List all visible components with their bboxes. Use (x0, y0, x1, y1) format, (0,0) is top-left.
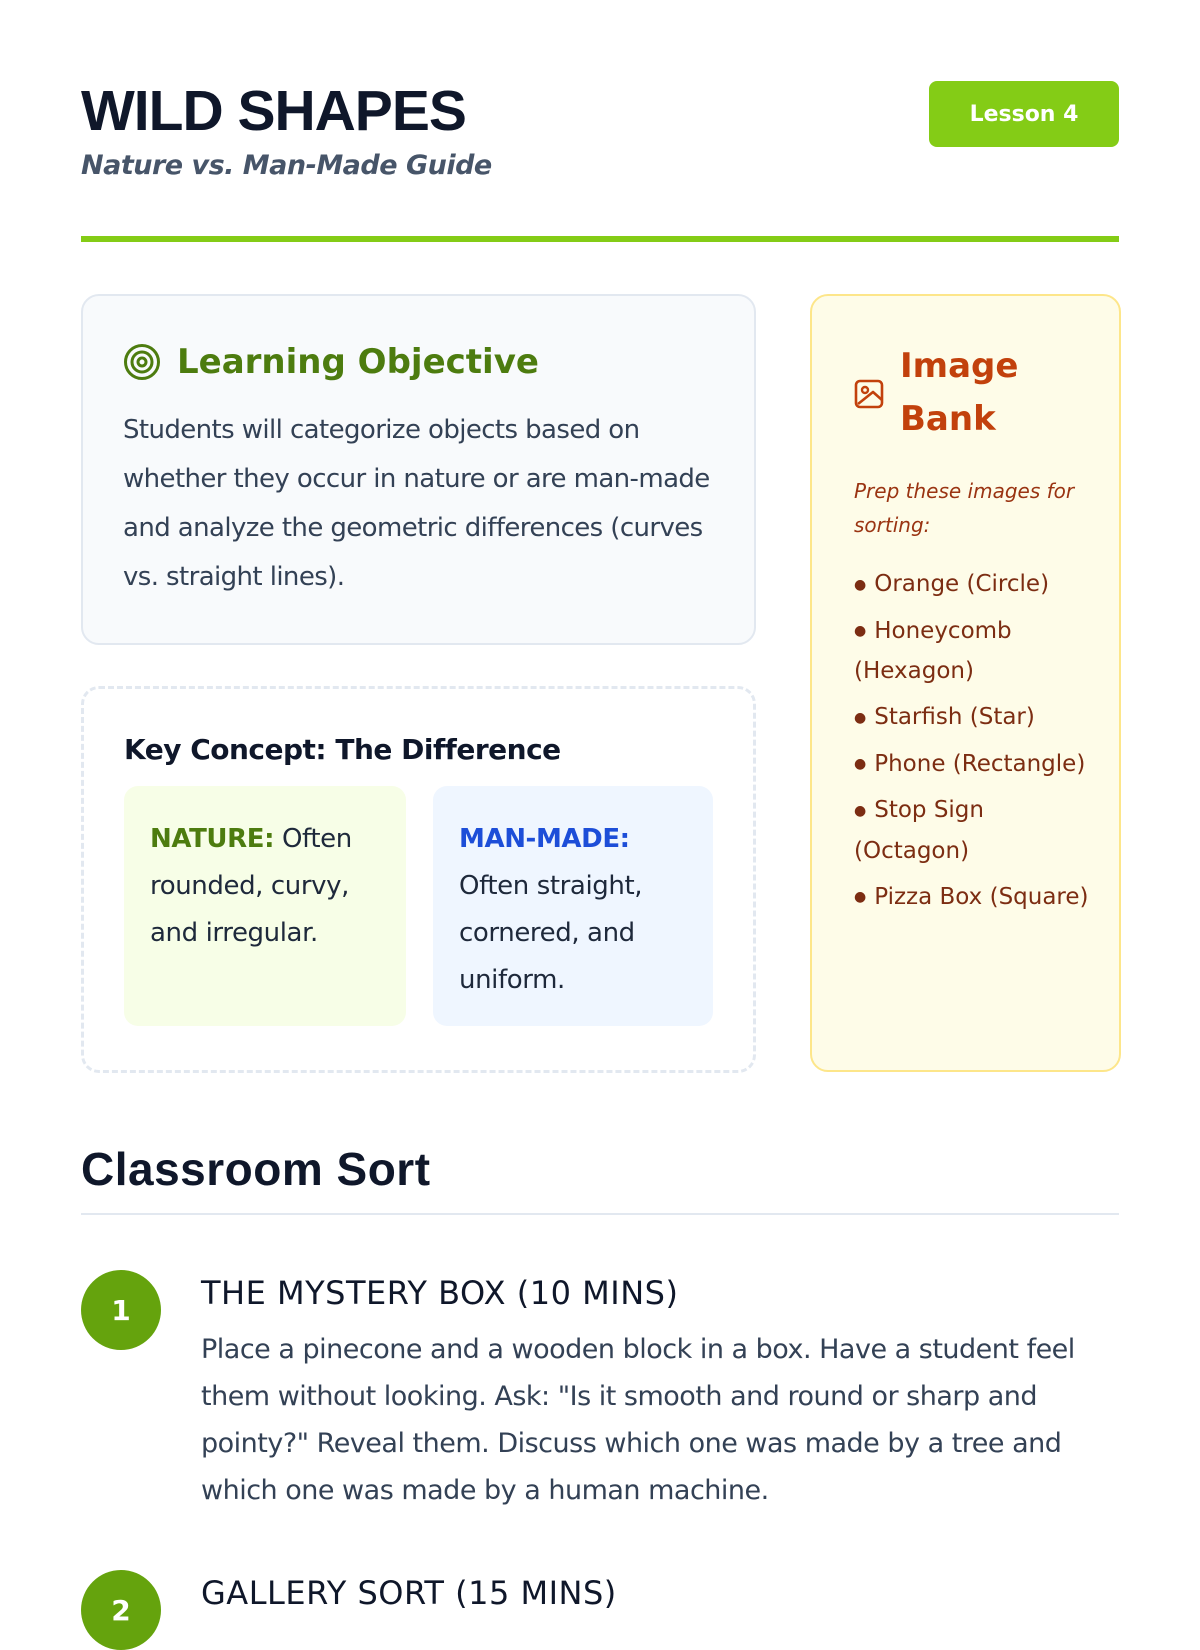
step-title: GALLERY SORT (15 MINS) (201, 1574, 617, 1612)
step-body (201, 1270, 1119, 1514)
learning-objective-text: Students will categorize objects based on whether they occur in nature or are man-made and analyze the geometric differences (curves vs. straight lines). (123, 415, 710, 592)
key-concept-card (81, 686, 756, 1073)
image-bank-item-label: Honeycomb (Hexagon) (854, 617, 1012, 684)
man-made-text: Often straight, cornered, and uniform. (459, 871, 643, 995)
man-made-box (433, 786, 713, 1026)
nature-text: Often rounded, curvy, and irregular. (150, 824, 352, 948)
image-icon (854, 372, 884, 402)
target-icon (123, 343, 161, 381)
image-bank-item (854, 877, 1089, 918)
bullet-icon: ● (854, 576, 867, 593)
step-body (201, 1570, 1119, 1616)
image-bank-heading (854, 340, 1089, 446)
page-header (81, 80, 1119, 242)
image-bank-item-label: Phone (Rectangle) (874, 750, 1086, 777)
image-bank-title: Image Bank (900, 346, 1019, 439)
bullet-icon: ● (854, 709, 867, 726)
image-bank-item (854, 611, 1089, 692)
step-number-badge: 1 (81, 1270, 161, 1350)
image-bank-item (854, 697, 1089, 738)
step-title: THE MYSTERY BOX (10 MINS) (201, 1274, 679, 1312)
learning-objective-title: Learning Objective (177, 342, 539, 382)
bullet-icon: ● (854, 623, 867, 639)
image-bank-item-label: Pizza Box (Square) (874, 883, 1089, 910)
step-text: Place a pinecone and a wooden block in a box. Have a student feel them without looking. Ask: "Is it smooth and round or sharp and pointy?" Reveal them. Discuss which one was made by a tree and which one was made by a human machine. (201, 1334, 1075, 1506)
image-bank-item-label: Orange (Circle) (874, 571, 1050, 597)
step-number-badge: 2 (81, 1570, 161, 1650)
bullet-icon: ● (854, 802, 867, 819)
learning-objective-card (81, 294, 756, 645)
image-bank-item-label: Stop Sign (Octagon) (854, 797, 984, 864)
nature-box (124, 786, 406, 1026)
image-bank-item (854, 790, 1089, 871)
image-bank-note: Prep these images for sorting: (854, 479, 1075, 537)
page-title: WILD SHAPES (81, 79, 466, 143)
key-concept-row (124, 786, 713, 1026)
image-bank-item (854, 564, 1089, 605)
key-concept-heading: Key Concept: The Difference (124, 733, 561, 766)
image-bank-list (854, 564, 1089, 917)
man-made-label: MAN-MADE: (459, 824, 630, 854)
image-bank-card (810, 294, 1121, 1072)
nature-label: NATURE: (150, 824, 275, 854)
section-divider (81, 1213, 1119, 1215)
image-bank-item-label: Starfish (Star) (874, 704, 1035, 730)
lesson-badge: Lesson 4 (929, 81, 1119, 147)
classroom-sort-title: Classroom Sort (81, 1143, 431, 1195)
learning-objective-heading (123, 342, 714, 382)
bullet-icon: ● (854, 889, 867, 905)
bullet-icon: ● (854, 756, 867, 772)
page-subtitle: Nature vs. Man-Made Guide (81, 150, 492, 181)
image-bank-item (854, 744, 1089, 785)
